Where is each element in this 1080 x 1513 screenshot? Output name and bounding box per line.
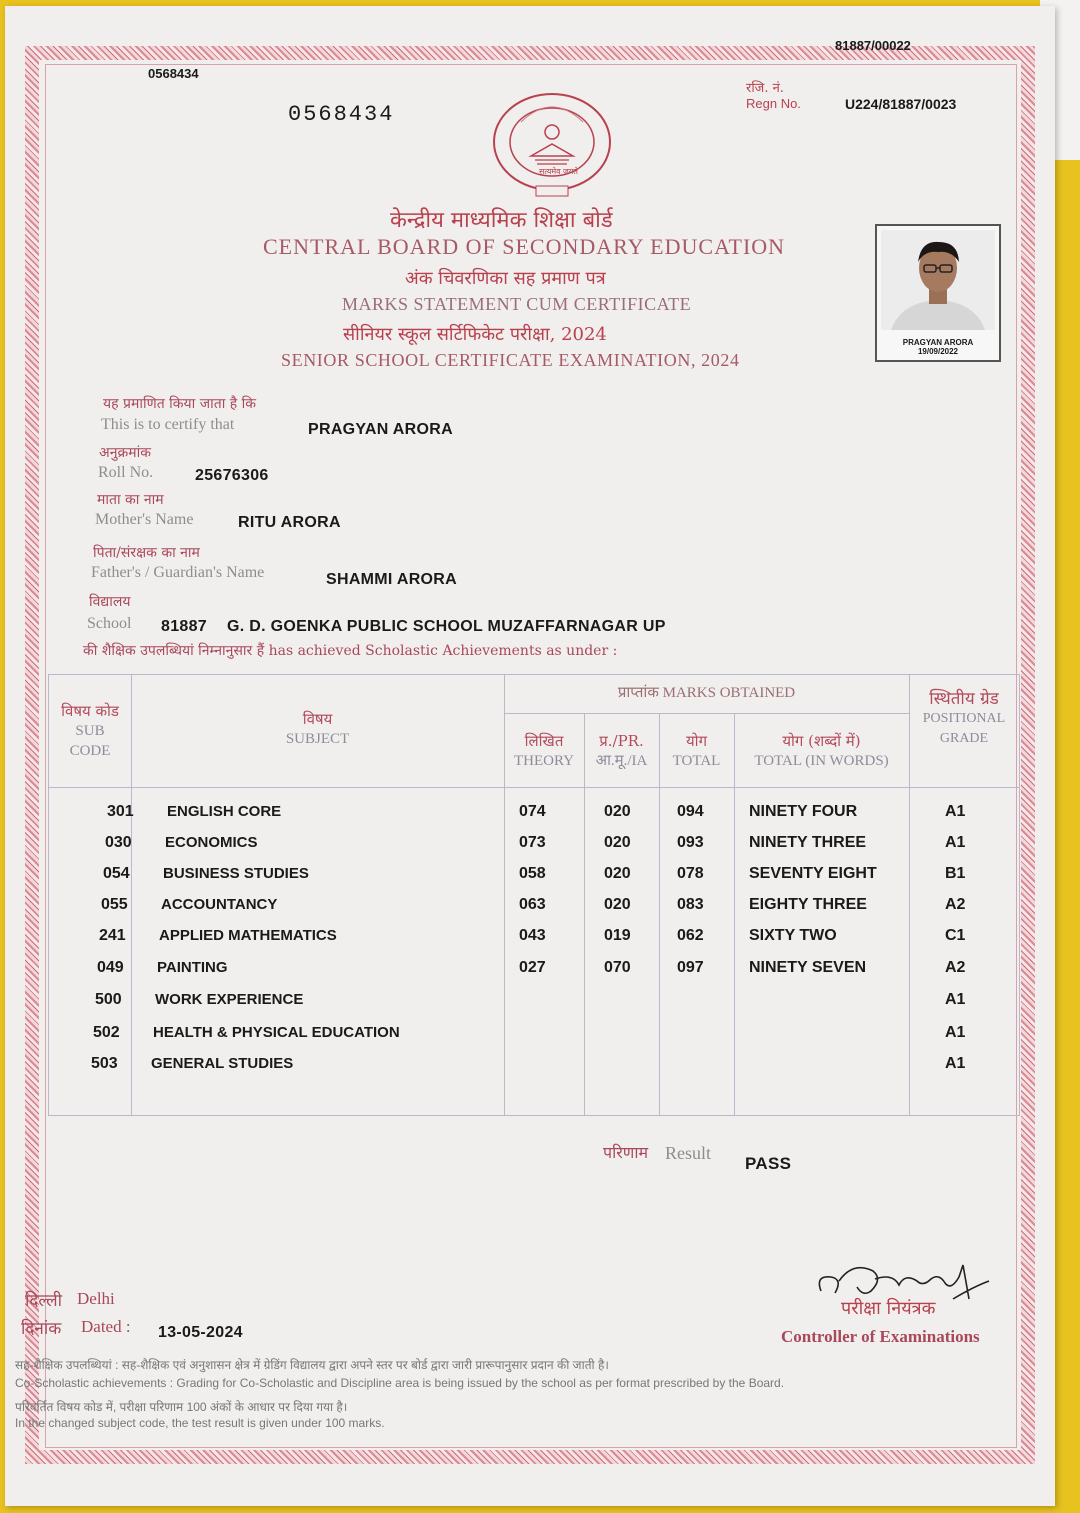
row-total: 094 <box>677 803 704 820</box>
header-grade: स्थितीय ग्रेड POSITIONAL GRADE <box>922 689 1006 746</box>
document-title-hindi: अंक चिवरणिका सह प्रमाण पत्र <box>405 268 606 289</box>
row-sub-code: 502 <box>93 1024 120 1041</box>
row-grade: A1 <box>945 803 966 820</box>
school-label: School <box>87 615 132 632</box>
roll-label: Roll No. <box>98 464 154 481</box>
achievements-label: की शैक्षिक उपलब्धियां निम्नानुसार हैं has achieved Scholastic Achievements as under : <box>83 643 618 659</box>
row-total-words: EIGHTY THREE <box>749 896 867 913</box>
result-value: PASS <box>745 1154 792 1173</box>
note-co-scholastic: Co-Scholastic achievements : Grading for Co-Scholastic and Discipline area is being issued by the school as per format prescribed by the Board. <box>15 1376 785 1390</box>
row-total: 062 <box>677 927 704 944</box>
photo-date: 19/09/2022 <box>917 347 959 356</box>
table-row <box>49 959 1019 989</box>
row-grade: A2 <box>945 896 966 913</box>
row-theory: 043 <box>519 927 546 944</box>
photo-name: PRAGYAN ARORA <box>902 338 974 347</box>
table-row <box>49 896 1019 926</box>
result-label: Result <box>665 1143 712 1163</box>
dated-label-hindi: दिनांक <box>21 1319 62 1339</box>
row-grade: A2 <box>945 959 966 976</box>
row-grade: A1 <box>945 834 966 851</box>
row-total-words: SIXTY TWO <box>749 927 837 944</box>
regn-number: U224/81887/0023 <box>845 96 957 112</box>
serial-number: 0568434 <box>288 102 395 127</box>
row-theory: 027 <box>519 959 546 976</box>
row-subject: HEALTH & PHYSICAL EDUCATION <box>153 1024 400 1041</box>
row-sub-code: 049 <box>97 959 124 976</box>
row-subject: BUSINESS STUDIES <box>163 865 309 882</box>
row-sub-code: 301 <box>107 803 134 820</box>
row-practical: 070 <box>604 959 631 976</box>
school-name: G. D. GOENKA PUBLIC SCHOOL MUZAFFARNAGAR UP <box>227 618 666 635</box>
row-sub-code: 055 <box>101 896 128 913</box>
table-row <box>49 865 1019 895</box>
marks-certificate <box>5 6 1055 1506</box>
table-row <box>49 803 1019 833</box>
row-practical: 020 <box>604 803 631 820</box>
note-changed-code: In the changed subject code, the test result is given under 100 marks. <box>15 1416 385 1430</box>
board-name: CENTRAL BOARD OF SECONDARY EDUCATION <box>263 234 786 259</box>
row-grade: A1 <box>945 1024 966 1041</box>
dated-label: Dated : <box>81 1317 131 1336</box>
place-hindi: दिल्ली <box>25 1291 63 1311</box>
table-row <box>49 991 1019 1021</box>
exam-name: SENIOR SCHOOL CERTIFICATE EXAMINATION, 2024 <box>281 350 740 370</box>
father-label-hindi: पिता/संरक्षक का नाम <box>93 545 200 561</box>
header-sub-code: विषय कोड SUB CODE <box>61 702 119 759</box>
row-practical: 019 <box>604 927 631 944</box>
row-theory: 073 <box>519 834 546 851</box>
row-subject: ECONOMICS <box>165 834 258 851</box>
mother-name: RITU ARORA <box>238 514 341 531</box>
logo-caption: सत्यमेव जयते <box>539 167 578 176</box>
table-row <box>49 834 1019 864</box>
row-practical: 020 <box>604 896 631 913</box>
row-total-words: SEVENTY EIGHT <box>749 865 877 882</box>
row-subject: GENERAL STUDIES <box>151 1055 294 1072</box>
place: Delhi <box>77 1289 115 1308</box>
student-photo <box>875 224 1001 362</box>
header-subject: विषय SUBJECT <box>285 710 350 747</box>
table-row <box>49 1024 1019 1054</box>
regn-label: Regn No. <box>746 96 801 111</box>
row-grade: A1 <box>945 1055 966 1072</box>
header-total-words: योग (शब्दों में) TOTAL (IN WORDS) <box>754 732 889 769</box>
father-label: Father's / Guardian's Name <box>91 564 265 581</box>
school-label-hindi: विद्यालय <box>89 594 131 610</box>
school-code: 81887 <box>161 618 207 635</box>
mother-label-hindi: माता का नाम <box>97 492 164 508</box>
student-name: PRAGYAN ARORA <box>308 421 453 438</box>
row-sub-code: 500 <box>95 991 122 1008</box>
regn-label-hindi: रजि. नं. <box>746 81 784 96</box>
cbse-logo <box>491 92 613 200</box>
board-name-hindi: केन्द्रीय माध्यमिक शिक्षा बोर्ड <box>390 208 613 233</box>
header-practical: प्र./PR. आ.मू./IA <box>595 732 648 769</box>
row-subject: ENGLISH CORE <box>167 803 282 820</box>
certify-label-hindi: यह प्रमाणित किया जाता है कि <box>103 396 257 412</box>
row-subject: PAINTING <box>157 959 228 976</box>
row-total: 078 <box>677 865 704 882</box>
row-grade: A1 <box>945 991 966 1008</box>
roll-label-hindi: अनुक्रमांक <box>99 445 151 461</box>
row-subject: WORK EXPERIENCE <box>155 991 304 1008</box>
certify-label: This is to certify that <box>101 416 235 433</box>
issue-date: 13-05-2024 <box>158 1324 243 1341</box>
row-sub-code: 241 <box>99 927 126 944</box>
controller-title: Controller of Examinations <box>781 1327 980 1346</box>
document-title: MARKS STATEMENT CUM CERTIFICATE <box>342 294 692 314</box>
row-theory: 074 <box>519 803 546 820</box>
row-sub-code: 054 <box>103 865 130 882</box>
row-total-words: NINETY SEVEN <box>749 959 867 976</box>
controller-title-hindi: परीक्षा नियंत्रक <box>841 1298 936 1319</box>
header-marks-obtained: प्राप्तांक MARKS OBTAINED <box>617 685 796 701</box>
row-practical: 020 <box>604 834 631 851</box>
table-row <box>49 1055 1019 1085</box>
result-label-hindi: परिणाम <box>603 1143 649 1162</box>
row-total: 093 <box>677 834 704 851</box>
note-co-scholastic-hindi: सह-शैक्षिक उपलब्धियां : सह-शैक्षिक एवं अनुशासन क्षेत्र में ग्रेडिंग विद्यालय द्वारा अपने स्तर पर बोर्ड द्वारा जारी प्रारूपानुसार प्रदान की जाती है। <box>15 1358 609 1372</box>
header-theory: लिखित THEORY <box>514 732 574 769</box>
mother-label: Mother's Name <box>95 511 194 528</box>
table-row <box>49 927 1019 957</box>
row-sub-code: 030 <box>105 834 132 851</box>
note-changed-code-hindi: परिवर्तित विषय कोड में, परीक्षा परिणाम 100 अंकों के आधार पर दिया गया है। <box>15 1400 348 1414</box>
exam-name-hindi: सीनियर स्कूल सर्टिफिकेट परीक्षा, 2024 <box>343 324 607 345</box>
row-subject: APPLIED MATHEMATICS <box>159 927 337 944</box>
father-name: SHAMMI ARORA <box>326 571 457 588</box>
row-total: 097 <box>677 959 704 976</box>
row-practical: 020 <box>604 865 631 882</box>
row-grade: C1 <box>945 927 966 944</box>
row-subject: ACCOUNTANCY <box>161 896 278 913</box>
roll-number: 25676306 <box>195 467 269 484</box>
row-grade: B1 <box>945 865 966 882</box>
row-total-words: NINETY FOUR <box>749 803 858 820</box>
marks-table <box>48 674 1020 1116</box>
header-total: योग TOTAL <box>672 732 721 769</box>
serial-top-left: 0568434 <box>148 66 199 81</box>
row-sub-code: 503 <box>91 1055 118 1072</box>
row-theory: 058 <box>519 865 546 882</box>
serial-top-right: 81887/00022 <box>835 38 911 53</box>
row-theory: 063 <box>519 896 546 913</box>
row-total-words: NINETY THREE <box>749 834 867 851</box>
row-total: 083 <box>677 896 704 913</box>
